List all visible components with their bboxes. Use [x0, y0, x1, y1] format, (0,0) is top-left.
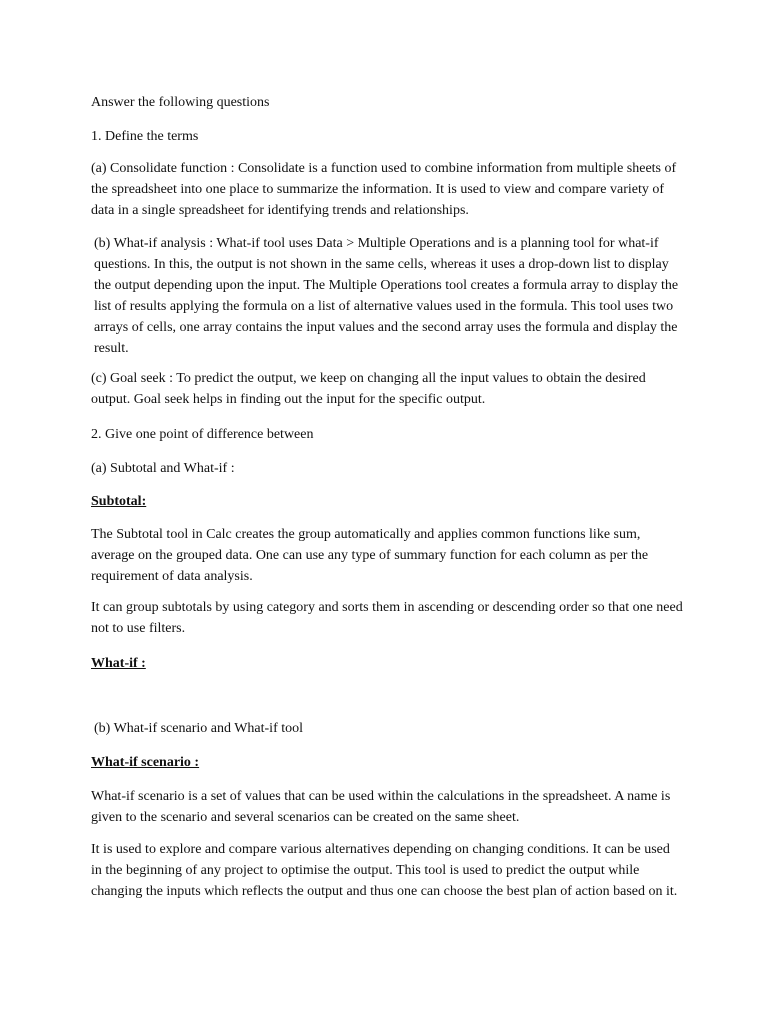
- answer-1b-what-if-analysis: (b) What-if analysis : What-if tool uses Data > Multiple Operations and is a planning tool for what-if questions. In this, the output is not shown in the same cells, whereas it uses a drop-down list to display the output depending upon the input. The Multiple Operations tool creates a formula array to display the list of results applying the formula on a list of alternative values used in the formula. This tool uses two arrays of cells, one array contains the input values and the second array uses the formula and display the result.: [94, 236, 679, 356]
- question-2b-title: (b) What-if scenario and What-if tool: [94, 721, 304, 736]
- answer-1a-consolidate: (a) Consolidate function : Consolidate is a function used to combine information from multiple sheets of the spreadsheet into one place to summarize the information. It is used to view and compare variety of data in a single spreadsheet for identifying trends and relationships.: [91, 161, 677, 218]
- subtotal-paragraph-1: The Subtotal tool in Calc creates the group automatically and applies common functions like sum, average on the grouped data. One can use any type of summary function for each column as per the requirement of data analysis.: [91, 527, 649, 584]
- question-2-title: 2. Give one point of difference between: [91, 427, 314, 442]
- what-if-heading: What-if :: [91, 656, 146, 671]
- intro-line: Answer the following questions: [91, 95, 270, 110]
- subtotal-heading: Subtotal:: [91, 494, 147, 509]
- question-2a-title: (a) Subtotal and What-if :: [91, 461, 235, 476]
- subtotal-paragraph-2: It can group subtotals by using category and sorts them in ascending or descending order so that one need not to use filters.: [91, 600, 683, 636]
- scenario-paragraph-1: What-if scenario is a set of values that can be used within the calculations in the spreadsheet. A name is given to the scenario and several scenarios can be created on the same sheet.: [91, 789, 671, 825]
- scenario-paragraph-2: It is used to explore and compare various alternatives depending on changing conditions. It can be used in the beginning of any project to optimise the output. This tool is used to predict the output while changing the inputs which reflects the output and thus one can choose the best plan of action based on it.: [91, 842, 678, 899]
- answer-1c-goal-seek: (c) Goal seek : To predict the output, we keep on changing all the input values to obtain the desired output. Goal seek helps in finding out the input for the specific output.: [91, 371, 646, 407]
- question-1-title: 1. Define the terms: [91, 129, 199, 144]
- what-if-scenario-heading: What-if scenario :: [91, 755, 200, 770]
